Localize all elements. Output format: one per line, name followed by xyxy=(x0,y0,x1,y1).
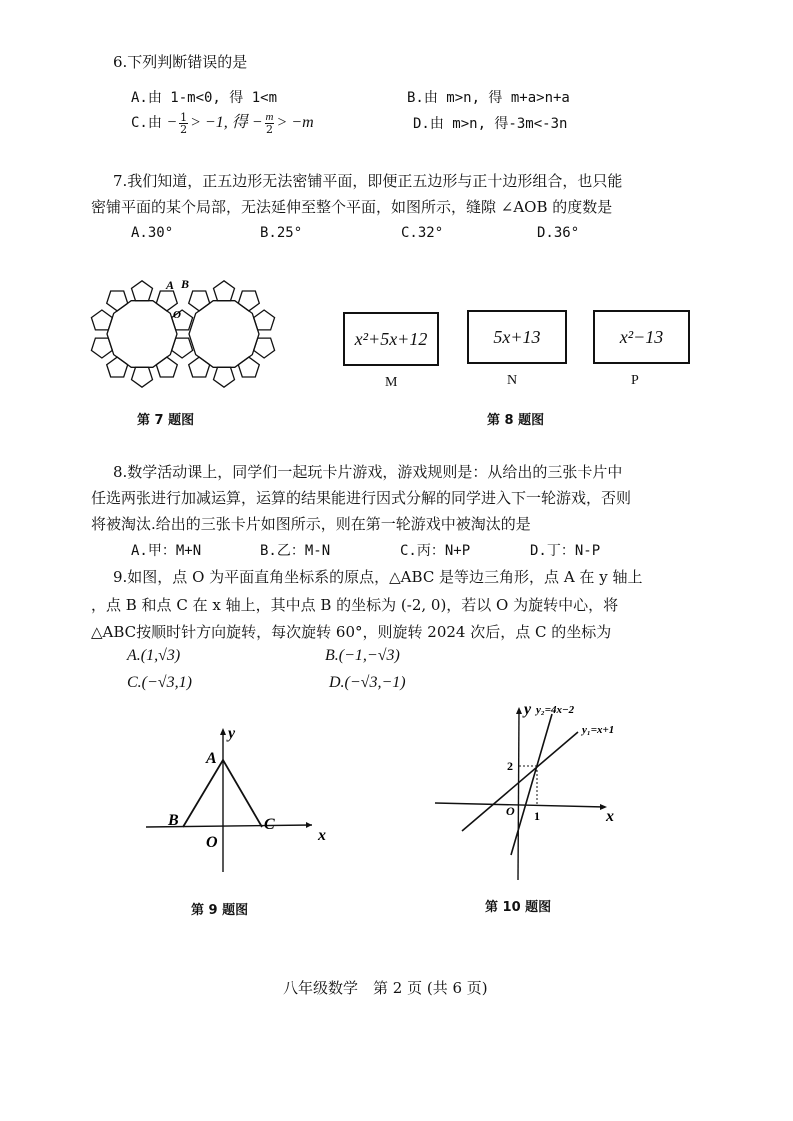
q9-option-b: B.(−1,−√3) xyxy=(325,647,400,664)
q10-label-o: O xyxy=(506,804,515,818)
q7-line1: 7.我们知道，正五边形无法密铺平面，即便正五边形与正十边形组合，也只能 xyxy=(113,172,623,190)
q6-c-prefix: C.由 xyxy=(131,115,162,131)
q7-line2: 密铺平面的某个局部，无法延伸至整个平面，如图所示，缝隙 ∠AOB 的度数是 xyxy=(91,198,613,216)
tiling-pentagon xyxy=(238,291,259,311)
tiling-pentagon xyxy=(189,291,210,311)
q9-label-x: x xyxy=(318,827,326,844)
q6-c-end: > −m xyxy=(276,114,314,131)
q9-line1: 9.如图，点 O 为平面直角坐标系的原点，△ABC 是等边三角形，点 A 在 y 轴上 xyxy=(113,568,643,586)
q6-c-den2: 2 xyxy=(265,122,273,136)
q10-label-x: x xyxy=(606,808,614,825)
q6-c-fraction xyxy=(179,112,188,135)
q8-line2: 任选两张进行加减运算，运算的结果能进行因式分解的同学进入下一轮游戏，否则 xyxy=(91,489,632,507)
q8-line3: 将被淘汰.给出的三张卡片如图所示，则在第一轮游戏中被淘汰的是 xyxy=(91,515,531,533)
q7-fig-label-o: O xyxy=(173,309,181,321)
q6-c-num2: m xyxy=(265,110,274,123)
q7-option-c: C.32° xyxy=(401,225,444,241)
q6-c-mid: > −1, 得 − xyxy=(190,114,263,131)
q10-label-2: 2 xyxy=(507,759,513,773)
tiling-pentagon xyxy=(91,310,112,330)
q7-option-b: B.25° xyxy=(260,225,303,241)
tiling-pentagon xyxy=(254,338,275,358)
q9-x-arrow xyxy=(306,822,312,828)
q10-x-axis xyxy=(435,803,605,807)
q8-card-m-label: M xyxy=(385,375,398,390)
q7-fig-label-a: A xyxy=(166,278,175,292)
q6-option-c xyxy=(131,110,314,136)
q6-c-fraction2 xyxy=(265,112,275,135)
q9-caption: 第 9 题图 xyxy=(191,903,249,918)
q8-card-m: x²+5x+12 xyxy=(343,312,439,366)
q8-card-n-label: N xyxy=(507,373,518,388)
q10-label-y1: y₁=x+1 xyxy=(582,724,615,736)
q7-figure-tiling xyxy=(90,272,280,394)
q9-option-c: C.(−√3,1) xyxy=(127,674,192,691)
q9-label-o: O xyxy=(206,834,218,851)
q9-label-b: B xyxy=(168,812,179,829)
q8-option-d: D.丁：N-P xyxy=(530,543,601,559)
tiling-pentagon xyxy=(132,367,153,387)
tiling-pentagon xyxy=(214,281,235,301)
q6-option-d: D.由 m>n, 得-3m<-3n xyxy=(413,116,568,132)
q10-line-y1 xyxy=(462,732,578,831)
q9-option-d: D.(−√3,−1) xyxy=(329,674,406,691)
tiling-pentagon xyxy=(91,338,112,358)
q8-option-c: C.丙：N+P xyxy=(400,543,471,559)
q10-label-y: y xyxy=(524,701,532,718)
q6-option-b: B.由 m>n, 得 m+a>n+a xyxy=(407,90,570,106)
q9-line3: △ABC按顺时针方向旋转，每次旋转 60°，则旋转 2024 次后，点 C 的坐标为 xyxy=(91,623,612,641)
q9-line2: ，点 B 和点 C 在 x 轴上，其中点 B 的坐标为 (-2, 0)，若以 O 为旋转中心，将 xyxy=(91,596,619,614)
tiling-pentagon xyxy=(107,291,128,311)
q8-card-n: 5x+13 xyxy=(467,310,567,364)
tiling-pentagon xyxy=(254,310,275,330)
q10-y-axis xyxy=(518,710,519,880)
tiling-pentagon xyxy=(238,357,259,377)
tiling-pentagon xyxy=(172,338,193,358)
q6-option-a: A.由 1-m<0, 得 1<m xyxy=(131,90,278,106)
tiling-pentagon xyxy=(132,281,153,301)
tiling-pentagon xyxy=(156,357,177,377)
q10-caption: 第 10 题图 xyxy=(485,900,552,915)
q9-label-c: C xyxy=(264,816,275,833)
q8-caption: 第 8 题图 xyxy=(487,413,545,428)
q8-line1: 8.数学活动课上，同学们一起玩卡片游戏，游戏规则是：从给出的三张卡片中 xyxy=(113,463,623,481)
q7-option-a: A.30° xyxy=(131,225,174,241)
page-footer: 八年级数学 第 2 页 (共 6 页) xyxy=(283,979,488,997)
q6-c-den: 2 xyxy=(180,122,188,136)
q6-stem: 6.下列判断错误的是 xyxy=(113,53,248,71)
q9-label-y: y xyxy=(228,725,236,742)
q9-option-a: A.(1,√3) xyxy=(127,647,181,664)
q8-card-p-label: P xyxy=(631,373,639,388)
q9-label-a: A xyxy=(206,750,217,767)
q9-y-arrow xyxy=(220,728,226,735)
q9-figure xyxy=(140,722,340,882)
q10-label-y2: y₂=4x−2 xyxy=(536,704,575,716)
q10-label-1: 1 xyxy=(534,809,540,823)
q10-y-arrow xyxy=(516,707,522,714)
q7-caption: 第 7 题图 xyxy=(137,413,195,428)
tiling-pentagon xyxy=(156,291,177,311)
tiling-pentagon xyxy=(107,357,128,377)
q7-option-d: D.36° xyxy=(537,225,580,241)
q8-option-a: A.甲：M+N xyxy=(131,543,202,559)
q10-figure xyxy=(430,700,630,885)
tiling-pentagon xyxy=(189,357,210,377)
q8-card-p: x²−13 xyxy=(593,310,690,364)
q8-option-b: B.乙：M-N xyxy=(260,543,331,559)
q7-fig-label-b: B xyxy=(181,277,190,291)
tiling-pentagon xyxy=(214,367,235,387)
q6-c-num: 1 xyxy=(180,110,188,124)
q6-c-minus: − xyxy=(166,114,178,131)
